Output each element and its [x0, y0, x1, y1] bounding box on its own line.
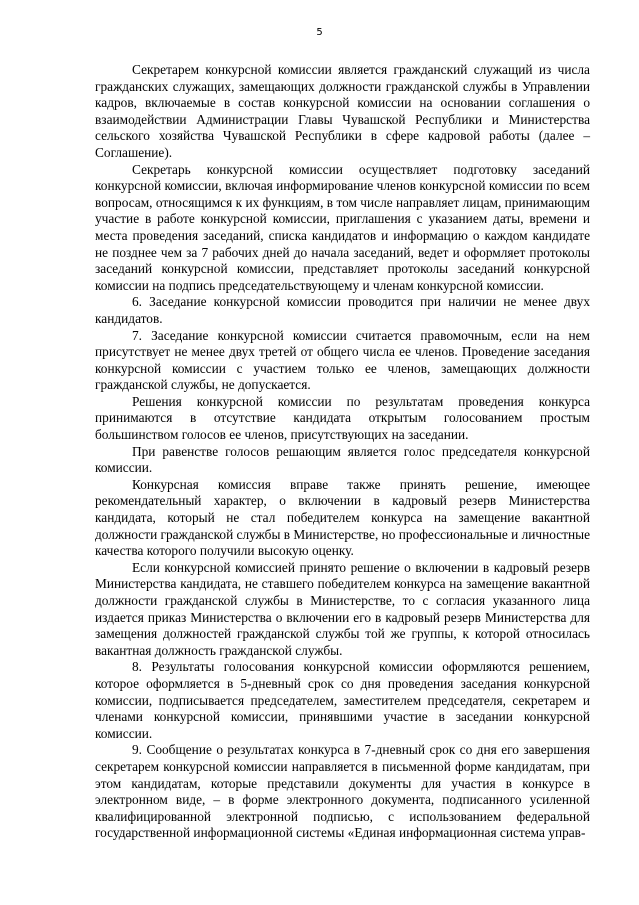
paragraph-decisions: Решения конкурсной комиссии по результатам проведения конкурса принимаются в отсутствие кандидата открытым голосованием простым большинством голосов ее членов, присутствующих на заседании. — [95, 393, 590, 443]
page-number: 5 — [316, 27, 323, 38]
paragraph-recommendation: Конкурсная комиссия вправе также принять решение, имеющее рекомендательный характер, о включении в кадровый резерв Министерства кандидата, который не стал победителем конкурса на замещение вакантной должности гражданской службы в Министерстве, но профессиональные и личностные качества которого получили высокую оценку. — [95, 476, 591, 559]
document-body — [95, 62, 590, 842]
paragraph-clause-9: 9. Сообщение о результатах конкурса в 7-дневный срок со дня его завершения секретарем конкурсной комиссии направляется в письменной форме кандидатам, при этом кандидатам, которые представили документы для участия в конкурсе в электронном виде, – в форме электронного документа, подписанного усиленной квалифицированной электронной подписью, с использованием федеральной государственной информационной системы «Единая информационная система управ- — [95, 742, 590, 841]
paragraph-reserve-order: Если конкурсной комиссией принято решение о включении в кадровый резерв Министерства кандидата, не ставшего победителем конкурса на замещение вакантной должности гражданской службы в Министерстве, то с согласия указанного лица издается приказ Министерства о включении его в кадровый резерв Министерства для замещения должностей гражданской службы той же группы, к которой относилась вакантная должность гражданской службы. — [95, 559, 590, 658]
paragraph-clause-6: 6. Заседание конкурсной комиссии проводится при наличии не менее двух кандидатов. — [95, 294, 590, 326]
paragraph-secretary-definition: Секретарем конкурсной комиссии является гражданский служащий из числа гражданских служащих, замещающих должности гражданской службы в Управлении кадров, включаемые в состав конкурсной комиссии на основании соглашения о взаимодействии Администрации Главы Чувашской Республики и Министерства сельского хозяйства Чувашской Республики в сфере кадровой работы (далее – Соглашение). — [95, 62, 590, 160]
paragraph-clause-8: 8. Результаты голосования конкурсной комиссии оформляются решением, которое оформляется в 5-дневный срок со дня проведения заседания конкурсной комиссии, подписывается председателем, заместителем председателя, секретарем и членами конкурсной комиссии, принявшими участие в заседании конкурсной комиссии. — [95, 659, 590, 741]
paragraph-secretary-duties: Секретарь конкурсной комиссии осуществляет подготовку заседаний конкурсной комиссии, включая информирование членов конкурсной комиссии по всем вопросам, относящимся к их функциям, в том числе направляет лицам, принимающим участие в работе конкурсной комиссии, приглашения с указанием даты, времени и места проведения заседаний, списка кандидатов и информацию о каждом кандидате не позднее чем за 7 рабочих дней до начала заседаний, ведет и оформляет протоколы заседаний конкурсной комиссии, представляет протоколы заседаний конкурсной комиссии на подпись председательствующему и членам конкурсной комиссии. — [95, 161, 590, 293]
paragraph-tie-vote: При равенстве голосов решающим является голос председателя конкурсной комиссии. — [95, 443, 590, 476]
paragraph-clause-7: 7. Заседание конкурсной комиссии считается правомочным, если на нем присутствует не менее двух третей от общего числа ее членов. Проведение заседания конкурсной комиссии с участием только ее членов, замещающих должности гражданской службы, не допускается. — [95, 327, 590, 393]
